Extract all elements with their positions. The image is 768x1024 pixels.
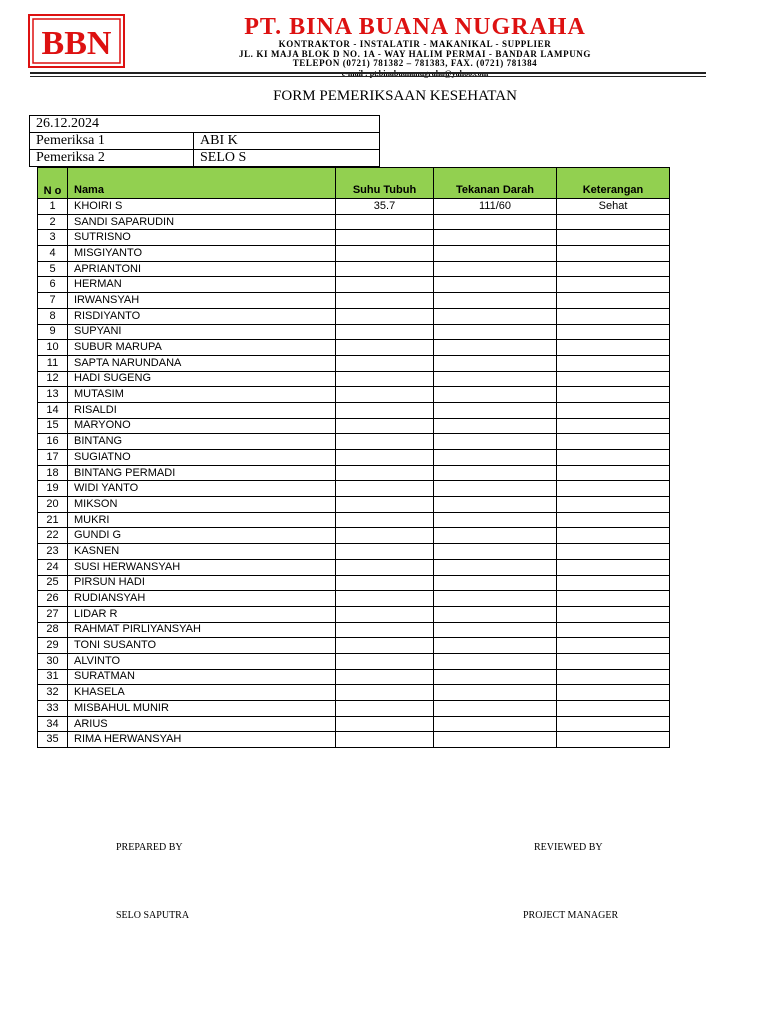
cell-ket	[557, 355, 670, 371]
cell-no: 10	[38, 340, 68, 356]
cell-nama: TONI SUSANTO	[68, 638, 336, 654]
cell-suhu	[336, 732, 434, 748]
cell-ket	[557, 340, 670, 356]
cell-ket	[557, 512, 670, 528]
cell-nama: HERMAN	[68, 277, 336, 293]
header-divider	[30, 72, 706, 74]
cell-suhu	[336, 371, 434, 387]
cell-nama: SUPYANI	[68, 324, 336, 340]
table-row	[38, 261, 670, 277]
cell-no: 20	[38, 497, 68, 513]
cell-no: 19	[38, 481, 68, 497]
table-row	[38, 214, 670, 230]
cell-suhu	[336, 497, 434, 513]
cell-no: 8	[38, 308, 68, 324]
cell-nama: ALVINTO	[68, 653, 336, 669]
cell-ket	[557, 528, 670, 544]
table-row	[38, 340, 670, 356]
cell-suhu	[336, 701, 434, 717]
cell-ket	[557, 497, 670, 513]
table-row	[38, 732, 670, 748]
cell-no: 2	[38, 214, 68, 230]
table-row	[38, 293, 670, 309]
examiner1-label: Pemeriksa 1	[30, 133, 194, 150]
cell-suhu	[336, 355, 434, 371]
cell-suhu	[336, 450, 434, 466]
cell-ket: Sehat	[557, 199, 670, 215]
table-header-row	[38, 168, 670, 199]
cell-nama: SUBUR MARUPA	[68, 340, 336, 356]
cell-ket	[557, 246, 670, 262]
cell-ket	[557, 732, 670, 748]
cell-tekanan	[434, 685, 557, 701]
company-phone: TELEPON (0721) 781382 – 781383, FAX. (0721) 781384	[292, 58, 538, 68]
cell-suhu	[336, 434, 434, 450]
cell-no: 22	[38, 528, 68, 544]
company-tagline: KONTRAKTOR - INSTALATIR - MAKANIKAL - SUPPLIER	[278, 39, 552, 49]
cell-ket	[557, 293, 670, 309]
cell-tekanan	[434, 246, 557, 262]
cell-nama: RIMA HERWANSYAH	[68, 732, 336, 748]
table-row	[38, 685, 670, 701]
cell-ket	[557, 638, 670, 654]
cell-suhu	[336, 324, 434, 340]
table-row	[38, 591, 670, 607]
cell-suhu	[336, 638, 434, 654]
table-row	[38, 465, 670, 481]
table-row	[38, 653, 670, 669]
cell-nama: IRWANSYAH	[68, 293, 336, 309]
cell-ket	[557, 277, 670, 293]
table-row	[38, 199, 670, 215]
table-row	[38, 528, 670, 544]
cell-no: 1	[38, 199, 68, 215]
cell-no: 5	[38, 261, 68, 277]
cell-suhu	[336, 308, 434, 324]
cell-no: 25	[38, 575, 68, 591]
logo-text: BBN	[41, 25, 112, 62]
cell-no: 17	[38, 450, 68, 466]
cell-tekanan	[434, 559, 557, 575]
cell-tekanan	[434, 340, 557, 356]
cell-suhu	[336, 606, 434, 622]
cell-nama: MIKSON	[68, 497, 336, 513]
cell-ket	[557, 387, 670, 403]
cell-tekanan	[434, 418, 557, 434]
cell-tekanan	[434, 293, 557, 309]
cell-nama: GUNDI G	[68, 528, 336, 544]
cell-tekanan	[434, 544, 557, 560]
column-header-suhu: Suhu Tubuh	[336, 168, 434, 199]
cell-no: 15	[38, 418, 68, 434]
cell-no: 26	[38, 591, 68, 607]
cell-nama: SUSI HERWANSYAH	[68, 559, 336, 575]
table-row	[38, 559, 670, 575]
cell-suhu	[336, 293, 434, 309]
cell-suhu	[336, 230, 434, 246]
cell-tekanan	[434, 528, 557, 544]
examination-info-table	[29, 115, 380, 167]
cell-ket	[557, 465, 670, 481]
cell-tekanan	[434, 622, 557, 638]
column-header-no: N o	[38, 168, 68, 199]
cell-suhu	[336, 622, 434, 638]
cell-suhu	[336, 512, 434, 528]
table-row	[38, 324, 670, 340]
cell-tekanan	[434, 732, 557, 748]
cell-nama: PIRSUN HADI	[68, 575, 336, 591]
table-row	[38, 230, 670, 246]
cell-tekanan	[434, 716, 557, 732]
cell-no: 13	[38, 387, 68, 403]
cell-no: 35	[38, 732, 68, 748]
cell-suhu	[336, 559, 434, 575]
company-header	[150, 14, 680, 78]
cell-ket	[557, 559, 670, 575]
cell-nama: ARIUS	[68, 716, 336, 732]
prepared-by-label: PREPARED BY	[116, 842, 183, 853]
cell-suhu	[336, 277, 434, 293]
table-row	[38, 402, 670, 418]
cell-ket	[557, 701, 670, 717]
cell-no: 4	[38, 246, 68, 262]
table-row	[38, 308, 670, 324]
cell-tekanan	[434, 230, 557, 246]
cell-nama: APRIANTONI	[68, 261, 336, 277]
cell-ket	[557, 606, 670, 622]
company-name: PT. BINA BUANA NUGRAHA	[244, 14, 586, 40]
cell-tekanan	[434, 512, 557, 528]
cell-ket	[557, 591, 670, 607]
cell-suhu	[336, 340, 434, 356]
examiner1-value: ABI K	[194, 133, 380, 150]
cell-nama: SANDI SAPARUDIN	[68, 214, 336, 230]
table-row	[38, 277, 670, 293]
cell-ket	[557, 622, 670, 638]
cell-tekanan	[434, 638, 557, 654]
cell-tekanan	[434, 324, 557, 340]
cell-no: 21	[38, 512, 68, 528]
cell-tekanan	[434, 606, 557, 622]
table-row	[38, 701, 670, 717]
table-row	[38, 638, 670, 654]
cell-no: 14	[38, 402, 68, 418]
cell-tekanan	[434, 434, 557, 450]
cell-no: 34	[38, 716, 68, 732]
cell-ket	[557, 214, 670, 230]
cell-nama: KASNEN	[68, 544, 336, 560]
cell-tekanan	[434, 277, 557, 293]
cell-no: 11	[38, 355, 68, 371]
examiner2-label: Pemeriksa 2	[30, 150, 194, 167]
cell-ket	[557, 324, 670, 340]
cell-no: 9	[38, 324, 68, 340]
table-row	[38, 387, 670, 403]
company-address: JL. KI MAJA BLOK D NO. 1A - WAY HALIM PERMAI - BANDAR LAMPUNG	[238, 48, 592, 59]
cell-no: 3	[38, 230, 68, 246]
cell-suhu	[336, 669, 434, 685]
cell-suhu	[336, 653, 434, 669]
cell-nama: SUGIATNO	[68, 450, 336, 466]
cell-no: 18	[38, 465, 68, 481]
cell-nama: MISBAHUL MUNIR	[68, 701, 336, 717]
cell-nama: BINTANG	[68, 434, 336, 450]
table-row	[38, 434, 670, 450]
cell-nama: RAHMAT PIRLIYANSYAH	[68, 622, 336, 638]
form-title: FORM PEMERIKSAAN KESEHATAN	[273, 88, 517, 104]
cell-no: 6	[38, 277, 68, 293]
table-row	[38, 575, 670, 591]
cell-suhu	[336, 716, 434, 732]
cell-nama: RISDIYANTO	[68, 308, 336, 324]
column-header-nama: Nama	[68, 168, 336, 199]
table-row	[38, 450, 670, 466]
cell-tekanan	[434, 465, 557, 481]
column-header-tekanan: Tekanan Darah	[434, 168, 557, 199]
cell-ket	[557, 434, 670, 450]
table-row	[38, 669, 670, 685]
cell-suhu	[336, 591, 434, 607]
table-row	[38, 246, 670, 262]
cell-nama: KHOIRI S	[68, 199, 336, 215]
cell-ket	[557, 418, 670, 434]
cell-tekanan	[434, 653, 557, 669]
table-row	[38, 544, 670, 560]
cell-nama: MUKRI	[68, 512, 336, 528]
cell-suhu	[336, 685, 434, 701]
cell-suhu: 35.7	[336, 199, 434, 215]
cell-nama: RUDIANSYAH	[68, 591, 336, 607]
cell-tekanan	[434, 261, 557, 277]
cell-ket	[557, 308, 670, 324]
cell-tekanan	[434, 308, 557, 324]
cell-nama: BINTANG PERMADI	[68, 465, 336, 481]
cell-nama: LIDAR R	[68, 606, 336, 622]
company-logo	[28, 14, 125, 68]
cell-ket	[557, 669, 670, 685]
cell-suhu	[336, 261, 434, 277]
cell-no: 23	[38, 544, 68, 560]
cell-no: 16	[38, 434, 68, 450]
cell-tekanan: 111/60	[434, 199, 557, 215]
cell-ket	[557, 575, 670, 591]
cell-no: 28	[38, 622, 68, 638]
table-row	[38, 716, 670, 732]
table-row	[38, 622, 670, 638]
cell-no: 29	[38, 638, 68, 654]
cell-tekanan	[434, 450, 557, 466]
cell-tekanan	[434, 402, 557, 418]
cell-suhu	[336, 246, 434, 262]
cell-ket	[557, 653, 670, 669]
cell-no: 31	[38, 669, 68, 685]
cell-suhu	[336, 528, 434, 544]
cell-tekanan	[434, 481, 557, 497]
cell-nama: MARYONO	[68, 418, 336, 434]
cell-suhu	[336, 481, 434, 497]
cell-nama: WIDI YANTO	[68, 481, 336, 497]
cell-suhu	[336, 465, 434, 481]
cell-nama: MUTASIM	[68, 387, 336, 403]
cell-nama: KHASELA	[68, 685, 336, 701]
exam-date: 26.12.2024	[30, 116, 380, 133]
cell-no: 7	[38, 293, 68, 309]
cell-no: 12	[38, 371, 68, 387]
cell-no: 33	[38, 701, 68, 717]
cell-tekanan	[434, 387, 557, 403]
cell-suhu	[336, 387, 434, 403]
cell-nama: MISGIYANTO	[68, 246, 336, 262]
cell-ket	[557, 481, 670, 497]
cell-ket	[557, 450, 670, 466]
cell-ket	[557, 685, 670, 701]
table-row	[38, 371, 670, 387]
cell-nama: HADI SUGENG	[68, 371, 336, 387]
cell-nama: RISALDI	[68, 402, 336, 418]
cell-ket	[557, 371, 670, 387]
table-row	[38, 497, 670, 513]
cell-tekanan	[434, 497, 557, 513]
cell-tekanan	[434, 701, 557, 717]
cell-ket	[557, 544, 670, 560]
cell-suhu	[336, 418, 434, 434]
cell-tekanan	[434, 591, 557, 607]
cell-tekanan	[434, 669, 557, 685]
cell-suhu	[336, 544, 434, 560]
cell-no: 27	[38, 606, 68, 622]
cell-tekanan	[434, 575, 557, 591]
cell-suhu	[336, 575, 434, 591]
cell-no: 30	[38, 653, 68, 669]
cell-no: 24	[38, 559, 68, 575]
cell-tekanan	[434, 355, 557, 371]
prepared-by-name: SELO SAPUTRA	[116, 910, 190, 921]
cell-ket	[557, 230, 670, 246]
examiner2-value: SELO S	[194, 150, 380, 167]
cell-no: 32	[38, 685, 68, 701]
cell-ket	[557, 716, 670, 732]
reviewed-by-name: PROJECT MANAGER	[523, 910, 619, 921]
cell-nama: SAPTA NARUNDANA	[68, 355, 336, 371]
header-divider-thin	[30, 76, 706, 77]
cell-suhu	[336, 402, 434, 418]
health-check-table	[37, 167, 670, 748]
table-row	[38, 512, 670, 528]
cell-nama: SUTRISNO	[68, 230, 336, 246]
cell-ket	[557, 402, 670, 418]
table-row	[38, 606, 670, 622]
cell-tekanan	[434, 214, 557, 230]
cell-ket	[557, 261, 670, 277]
cell-suhu	[336, 214, 434, 230]
table-row	[38, 355, 670, 371]
table-row	[38, 418, 670, 434]
reviewed-by-label: REVIEWED BY	[534, 842, 603, 853]
logo-mark-icon	[30, 16, 123, 66]
table-row	[38, 481, 670, 497]
column-header-keterangan: Keterangan	[557, 168, 670, 199]
cell-tekanan	[434, 371, 557, 387]
cell-nama: SURATMAN	[68, 669, 336, 685]
